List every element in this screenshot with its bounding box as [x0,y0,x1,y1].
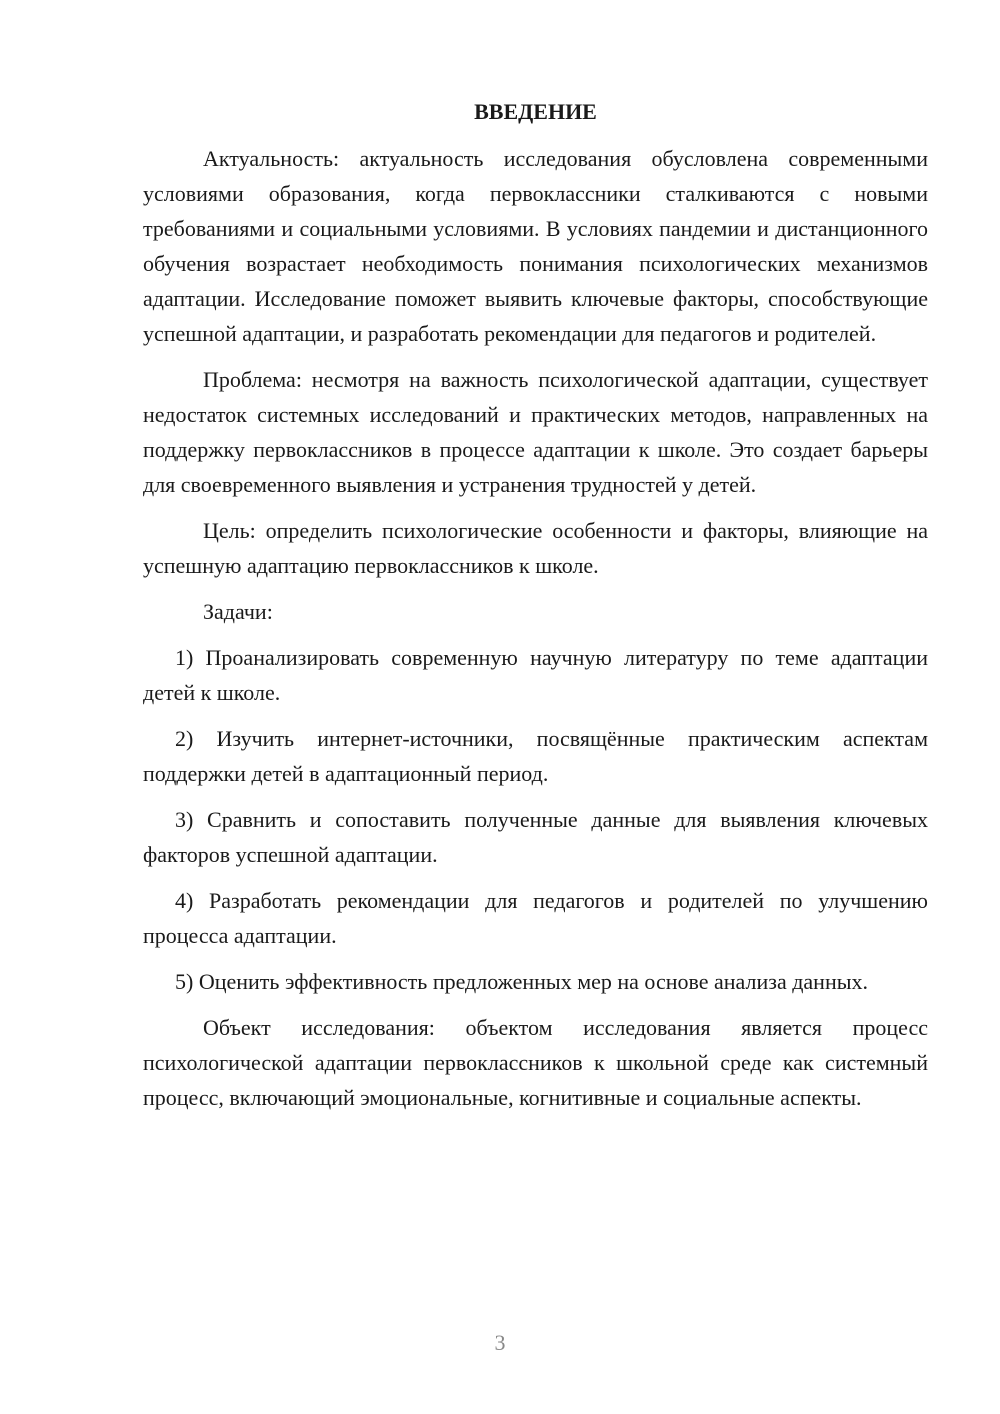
task-item: 1) Проанализировать современную научную литературу по теме адаптации детей к школе. [143,645,928,705]
task-item: 3) Сравнить и сопоставить полученные данные для выявления ключевых факторов успешной адаптации. [143,807,928,867]
page-number: 3 [494,1330,506,1355]
page-title: ВВЕДЕНИЕ [474,99,597,124]
tasks-label: Задачи: [203,599,273,624]
relevance-paragraph: Актуальность: актуальность исследования обусловлена современными условиями образования, когда первоклассники сталкиваются с новыми требованиями и социальными условиями. В условиях пандемии и дистанционного обучения возрастает необходимость понимания психологических механизмов адаптации. Исследование поможет выявить ключевые факторы, способствующие успешной адаптации, и разработать рекомендации для педагогов и родителей. [143,146,928,346]
task-item: 2) Изучить интернет-источники, посвящённые практическим аспектам поддержки детей в адаптационный период. [143,726,928,786]
goal-paragraph: Цель: определить психологические особенности и факторы, влияющие на успешную адаптацию первоклассников к школе. [143,518,928,578]
problem-paragraph: Проблема: несмотря на важность психологической адаптации, существует недостаток системных исследований и практических методов, направленных на поддержку первоклассников в процессе адаптации к школе. Это создает барьеры для своевременного выявления и устранения трудностей у детей. [143,367,928,497]
task-item: 4) Разработать рекомендации для педагогов и родителей по улучшению процесса адаптации. [143,888,928,948]
page-content [143,94,928,1126]
task-item: 5) Оценить эффективность предложенных мер на основе анализа данных. [175,969,869,994]
object-paragraph: Объект исследования: объектом исследования является процесс психологической адаптации первоклассников к школьной среде как системный процесс, включающий эмоциональные, когнитивные и социальные аспекты. [143,1015,928,1110]
